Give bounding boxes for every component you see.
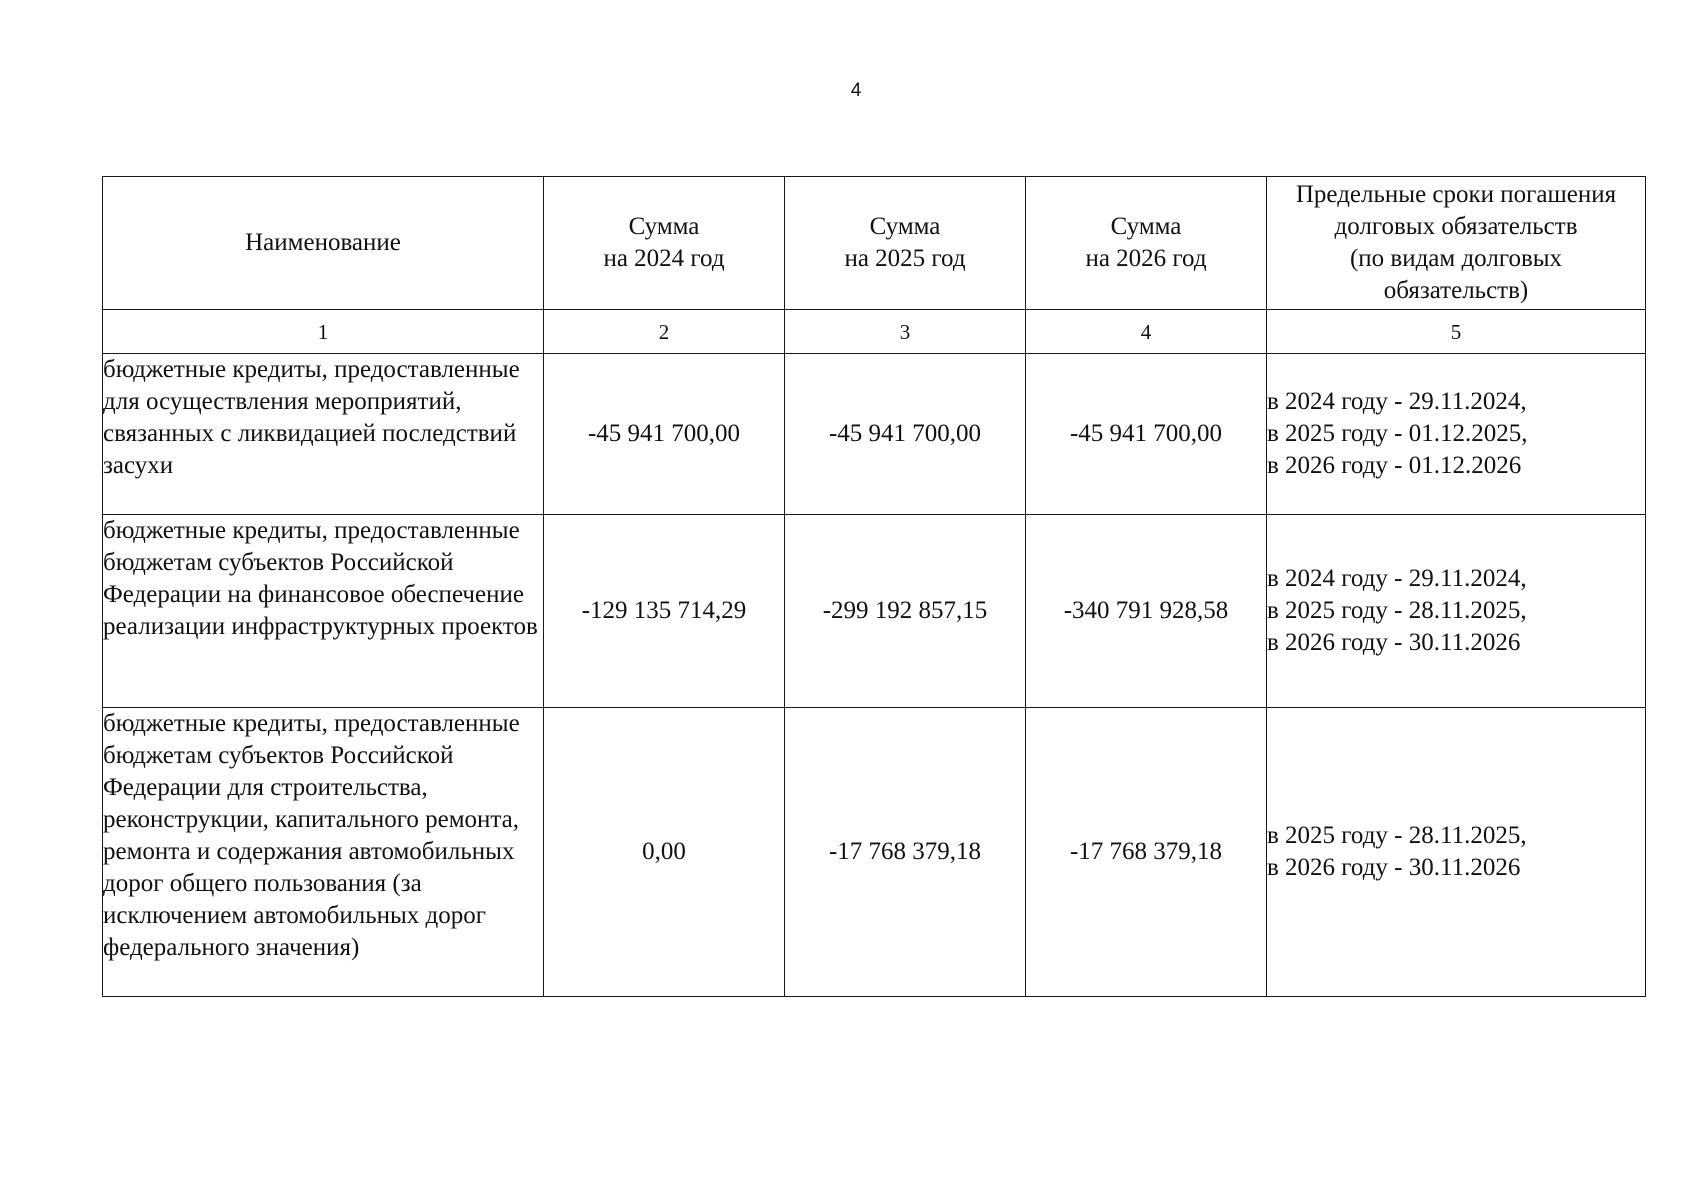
column-number-4: 4 xyxy=(1026,310,1267,354)
row-name: бюджетные кредиты, предоставленные для осуществления мероприятий, связанных с ликвидацией последствий засухи xyxy=(103,354,544,515)
column-number-1: 1 xyxy=(103,310,544,354)
row-term-line: в 2026 году - 30.11.2026 xyxy=(1267,854,1521,881)
row-sum-2024: 0,00 xyxy=(544,708,785,997)
row-sum-2025: -17 768 379,18 xyxy=(785,708,1026,997)
header-terms-line4: обязательств) xyxy=(1383,277,1529,304)
header-sum-2024-line1: Сумма xyxy=(628,213,700,240)
row-term-line: в 2026 году - 01.12.2026 xyxy=(1267,452,1522,479)
row-sum-2026: -17 768 379,18 xyxy=(1026,708,1267,997)
row-sum-2026: -45 941 700,00 xyxy=(1026,354,1267,515)
row-term-line: в 2025 году - 28.11.2025, xyxy=(1267,597,1527,624)
header-sum-2024-line2: на 2024 год xyxy=(603,245,725,272)
header-sum-2025 xyxy=(785,177,1026,310)
row-terms xyxy=(1267,708,1646,997)
header-terms xyxy=(1267,177,1646,310)
header-terms-line2: долговых обязательств xyxy=(1334,213,1578,240)
page-number: 4 xyxy=(850,80,862,101)
row-terms xyxy=(1267,515,1646,708)
header-sum-2026 xyxy=(1026,177,1267,310)
header-terms-line3: (по видам долговых xyxy=(1349,245,1563,272)
table-row xyxy=(103,515,1646,708)
table-header-row xyxy=(103,177,1646,310)
row-name: бюджетные кредиты, предоставленные бюджетам субъектов Российской Федерации для строительства, реконструкции, капитального ремонта, ремонта и содержания автомобильных дорог общего пользования (за исключением автомобильных дорог федерального значения) xyxy=(103,708,544,997)
row-name: бюджетные кредиты, предоставленные бюджетам субъектов Российской Федерации на финансовое обеспечение реализации инфраструктурных проектов xyxy=(103,515,544,708)
header-terms-line1: Предельные сроки погашения xyxy=(1295,181,1617,208)
table-row xyxy=(103,354,1646,515)
row-term-line: в 2024 году - 29.11.2024, xyxy=(1267,565,1527,592)
header-sum-2024 xyxy=(544,177,785,310)
row-term-line: в 2026 году - 30.11.2026 xyxy=(1267,629,1521,656)
column-number-5: 5 xyxy=(1267,310,1646,354)
column-number-3: 3 xyxy=(785,310,1026,354)
column-number-row xyxy=(103,310,1646,354)
row-sum-2024: -45 941 700,00 xyxy=(544,354,785,515)
row-sum-2024: -129 135 714,29 xyxy=(544,515,785,708)
header-name: Наименование xyxy=(103,177,544,310)
row-term-line: в 2024 году - 29.11.2024, xyxy=(1267,388,1527,415)
column-number-2: 2 xyxy=(544,310,785,354)
header-sum-2025-line2: на 2025 год xyxy=(844,245,966,272)
row-terms xyxy=(1267,354,1646,515)
header-sum-2026-line1: Сумма xyxy=(1110,213,1182,240)
table-row xyxy=(103,708,1646,997)
row-term-line: в 2025 году - 01.12.2025, xyxy=(1267,420,1528,447)
row-sum-2025: -45 941 700,00 xyxy=(785,354,1026,515)
row-sum-2025: -299 192 857,15 xyxy=(785,515,1026,708)
header-sum-2025-line1: Сумма xyxy=(869,213,941,240)
row-sum-2026: -340 791 928,58 xyxy=(1026,515,1267,708)
debt-obligations-table xyxy=(102,176,1646,997)
header-sum-2026-line2: на 2026 год xyxy=(1085,245,1207,272)
row-term-line: в 2025 году - 28.11.2025, xyxy=(1267,822,1527,849)
